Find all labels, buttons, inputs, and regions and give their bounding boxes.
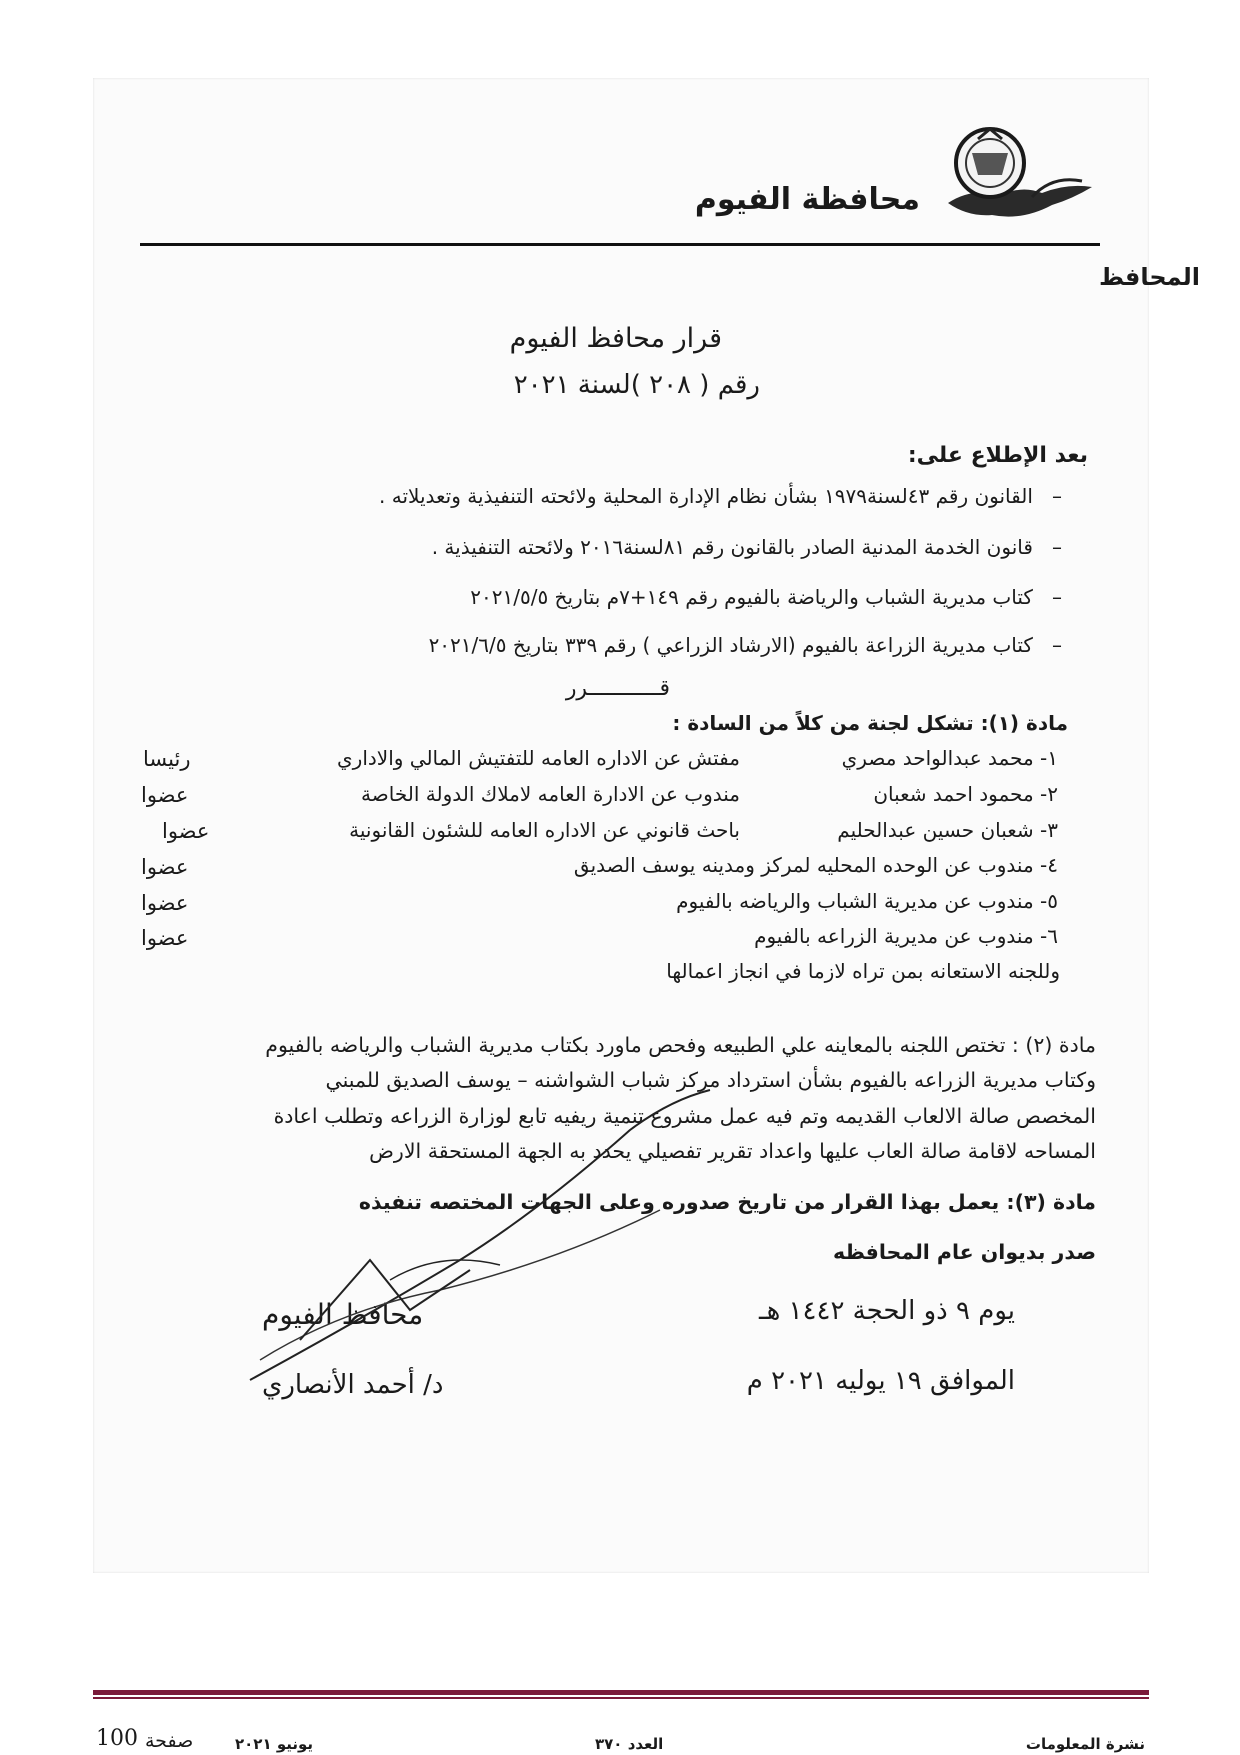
decision-title: قرار محافظ الفيوم <box>509 323 722 354</box>
article-2-line: وكتاب مديرية الزراعه بالفيوم بشأن استرداد مركز شباب الشواشنه – يوسف الصديق للمبني <box>325 1068 1096 1092</box>
member-name: ١- محمد عبدالواحد مصري <box>841 746 1058 770</box>
signatory-title: محافظ الفيوم <box>262 1298 424 1331</box>
office-title: المحافظ <box>1098 263 1200 291</box>
footer-month: يونيو ٢٠٢١ <box>235 1735 314 1753</box>
member-role: عضوا <box>141 783 189 807</box>
member-name: ٦- مندوب عن مديرية الزراعه بالفيوم <box>754 924 1058 948</box>
committee-note: وللجنه الاستعانه بمن تراه لازما في انجاز اعمالها <box>666 959 1060 983</box>
member-position: باحث قانوني عن الاداره العامه للشئون القانونية <box>349 818 740 842</box>
bullet-dash-icon: – <box>1032 535 1062 559</box>
preamble-item: – القانون رقم ٤٣لسنة١٩٧٩ بشأن نظام الإدارة المحلية ولائحته التنفيذية وتعديلاته . <box>379 484 1062 508</box>
header-divider <box>140 243 1100 246</box>
member-position: مفتش عن الاداره العامه للتفتيش المالي والاداري <box>337 746 740 770</box>
article-3: مادة (٣): يعمل بهذا القرار من تاريخ صدوره وعلى الجهات المختصه تنفيذه <box>358 1190 1096 1214</box>
footer-rule <box>93 1690 1149 1695</box>
article-2-line: مادة (٢) : تختص اللجنه بالمعاينه علي الطبيعه وفحص ماورد بكتاب مديرية الشباب والرياضه بالفيوم <box>265 1033 1096 1057</box>
member-name: ٤- مندوب عن الوحده المحليه لمركز ومدينه يوسف الصديق <box>573 853 1058 877</box>
member-role: عضوا <box>162 819 210 843</box>
preamble-item: – كتاب مديرية الزراعة بالفيوم (الارشاد الزراعي ) رقم ٣٣٩ بتاريخ ٢٠٢١/٦/٥ <box>428 633 1062 657</box>
preamble-item: – قانون الخدمة المدنية الصادر بالقانون رقم ٨١لسنة٢٠١٦ ولائحته التنفيذية . <box>431 535 1062 559</box>
preamble-heading: بعد الإطلاع على: <box>907 443 1088 468</box>
member-name: ٢- محمود احمد شعبان <box>873 782 1058 806</box>
signatory-name: د/ أحمد الأنصاري <box>262 1370 444 1400</box>
member-role: رئيسا <box>143 747 191 771</box>
member-name: ٣- شعبان حسين عبدالحليم <box>837 818 1058 842</box>
article-2-line: المساحه لاقامة صالة العاب عليها واعداد تقرير تفصيلي يحدد به الجهة المستحقة الارض <box>369 1139 1096 1163</box>
footer-issue: العدد ٣٧٠ <box>595 1735 664 1753</box>
governorate-seal-icon <box>942 125 1094 225</box>
member-role: عضوا <box>141 855 189 879</box>
decree-word: قـــــــــــرر <box>565 676 670 701</box>
preamble-item: – كتاب مديرية الشباب والرياضة بالفيوم رقم ١٤٩+٧م بتاريخ ٢٠٢١/٥/٥ <box>470 585 1062 609</box>
member-name: ٥- مندوب عن مديرية الشباب والرياضه بالفيوم <box>676 889 1058 913</box>
article-1-heading: مادة (١): تشكل لجنة من كلاً من السادة : <box>672 711 1068 735</box>
bullet-dash-icon: – <box>1032 484 1062 508</box>
member-position: مندوب عن الادارة العامه لاملاك الدولة الخاصة <box>361 782 740 806</box>
handwritten-signature-icon <box>240 1060 760 1400</box>
member-role: عضوا <box>141 926 189 950</box>
bullet-dash-icon: – <box>1032 585 1062 609</box>
footer-rule-thin <box>93 1697 1149 1699</box>
bullet-dash-icon: – <box>1032 633 1062 657</box>
member-role: عضوا <box>141 891 189 915</box>
footer-page-number: 100 <box>96 1726 138 1751</box>
issued-at: صدر بديوان عام المحافظه <box>833 1240 1096 1264</box>
footer-page-label: صفحة <box>145 1730 194 1752</box>
hijri-date: يوم ٩ ذو الحجة ١٤٤٢ هـ <box>758 1296 1015 1326</box>
article-2-line: المخصص صالة الالعاب القديمه وتم فيه عمل مشروع تنمية ريفيه تابع لوزارة الزراعه وتطلب اعادة <box>273 1104 1096 1128</box>
governorate-name: محافظة الفيوم <box>694 182 920 217</box>
gregorian-date: الموافق ١٩ يوليه ٢٠٢١ م <box>746 1366 1015 1396</box>
decision-number: رقم ( ٢٠٨ )لسنة ٢٠٢١ <box>513 370 760 400</box>
footer-publication: نشرة المعلومات <box>1025 1735 1145 1753</box>
